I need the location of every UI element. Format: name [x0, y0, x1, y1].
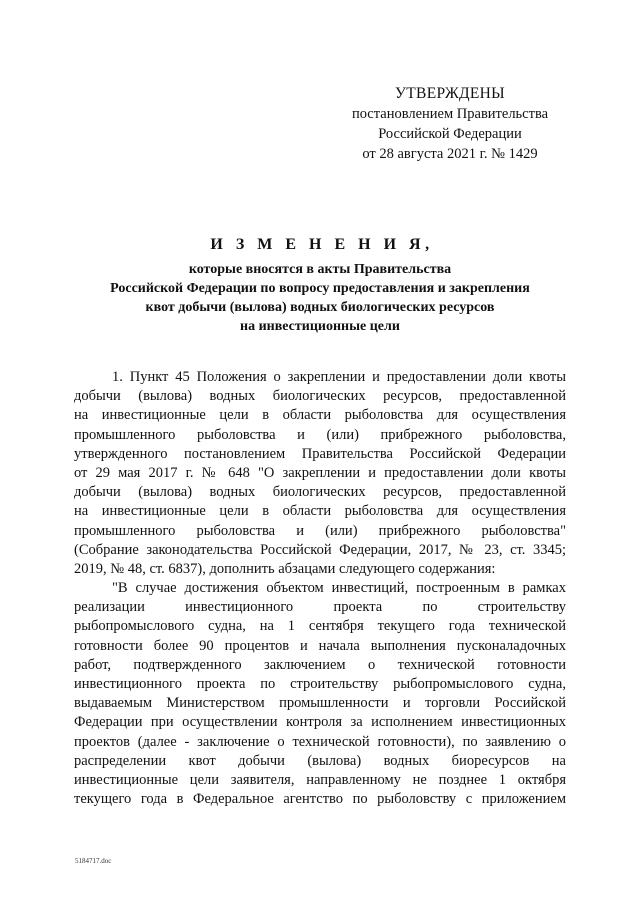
approval-block — [330, 84, 570, 164]
body-line: промышленного рыболовства и (или) прибрежного рыболовства, — [74, 426, 566, 443]
body-line: инвестиционного проекта по строительству рыбопромыслового судна, — [74, 676, 566, 692]
approval-line-3: от 28 августа 2021 г. № 1429 — [362, 146, 538, 162]
body-line: выдаваемым Министерством промышленности и торговли Российской — [74, 695, 566, 712]
body-line: работ, подтвержденного заключением о технической готовности — [74, 656, 566, 673]
body-line: 1. Пункт 45 Положения о закреплении и предоставлении доли квоты — [112, 369, 566, 385]
body-line: добычи (вылова) водных биологических ресурсов, предоставленной — [74, 484, 566, 501]
subtitle-line-4: на инвестиционные цели — [240, 319, 400, 334]
body-line: распределении квот добычи (вылова) водных биоресурсов на — [74, 752, 566, 769]
body-line: инвестиционные цели заявителя, направленному не позднее 1 октября — [74, 771, 566, 788]
approval-heading: УТВЕРЖДЕНЫ — [395, 85, 505, 102]
document-title-block — [60, 234, 580, 336]
body-line: текущего года в Федеральное агентство по рыболовству с приложением — [74, 791, 566, 808]
approval-line-2: Российской Федерации — [378, 126, 522, 142]
document-body — [74, 368, 566, 809]
body-line: на инвестиционные цели в области рыболовства для осуществления — [74, 407, 566, 424]
body-line: на инвестиционные цели в области рыболовства для осуществления — [74, 503, 566, 520]
body-line: промышленного рыболовства и (или) прибрежного рыболовства" — [74, 522, 566, 539]
body-line: готовности более 90 процентов и начала выполнения пусконаладочных — [74, 637, 566, 654]
approval-line-1: постановлением Правительства — [351, 106, 549, 122]
body-line: добычи (вылова) водных биологических ресурсов, предоставленной — [74, 388, 566, 405]
body-line: утвержденного постановлением Правительства Российской Федерации — [74, 445, 566, 462]
subtitle-line-2: Российской Федерации по вопросу предоставления и закрепления — [110, 281, 530, 296]
body-line: от 29 мая 2017 г. № 648 "О закреплении и предоставлении доли квоты — [74, 464, 566, 481]
body-line: рыбопромыслового судна, на 1 сентября текущего года технической — [74, 618, 566, 635]
body-line: проектов (далее - заключение о технической готовности), по заявлению о — [74, 733, 566, 750]
subtitle-line-3: квот добычи (вылова) водных биологических ресурсов — [145, 300, 495, 315]
body-line: Федерации при осуществлении контроля за исполнением инвестиционных — [74, 714, 566, 731]
body-line: "В случае достижения объектом инвестиций, построенным в рамках — [112, 580, 566, 597]
body-line: реализации инвестиционного проекта по строительству — [74, 599, 566, 616]
document-title: И З М Е Н Е Н И Я, — [210, 236, 434, 253]
body-line: (Собрание законодательства Российской Федерации, 2017, № 23, ст. 3345; — [74, 541, 566, 558]
subtitle-line-1: которые вносятся в акты Правительства — [188, 262, 452, 277]
body-line: 2019, № 48, ст. 6837), дополнить абзацами следующего содержания: — [74, 560, 496, 577]
document-file-id: 5184717.doc — [75, 857, 112, 865]
document-subtitle — [60, 260, 580, 336]
